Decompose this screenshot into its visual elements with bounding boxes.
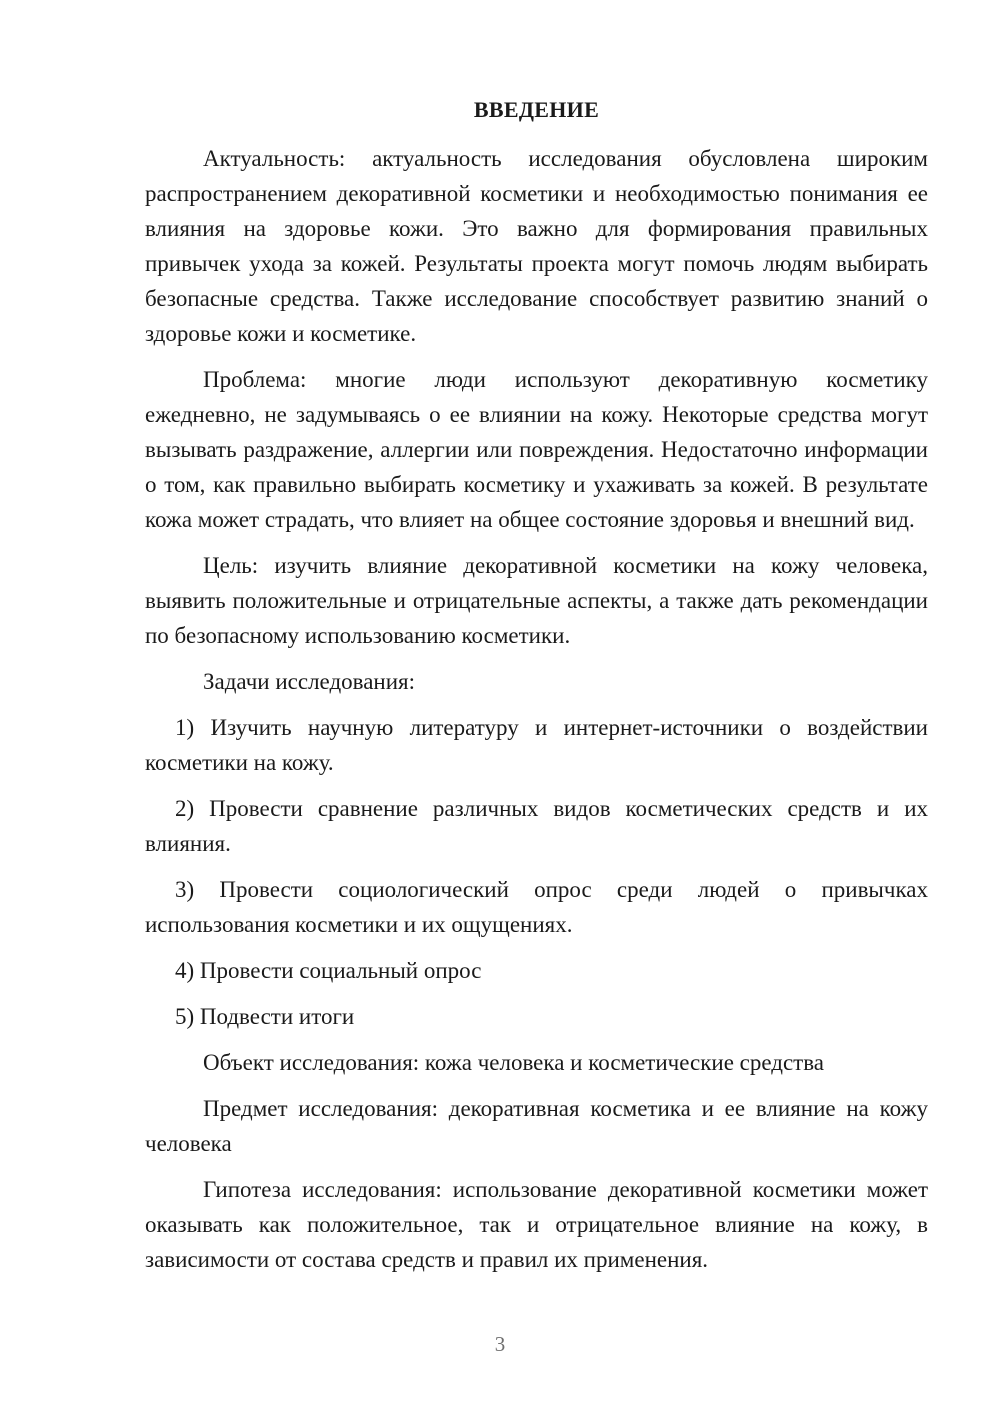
object-paragraph: Объект исследования: кожа человека и косметические средства (203, 1050, 824, 1075)
page-number: 3 (494, 1332, 506, 1356)
task-item: 4) Провести социальный опрос (175, 958, 482, 983)
task-item: 5) Подвести итоги (175, 1004, 355, 1029)
tasks-heading: Задачи исследования: (203, 669, 416, 694)
task-item: 2) Провести сравнение различных видов косметических средств и их влияния. (145, 796, 928, 856)
goal-paragraph: Цель: изучить влияние декоративной косметики на кожу человека, выявить положительные и отрицательные аспекты, а также дать рекомендации по безопасному использованию косметики. (145, 553, 928, 648)
section-title: ВВЕДЕНИЕ (473, 97, 600, 122)
problem-paragraph: Проблема: многие люди используют декоративную косметику ежедневно, не задумываясь о ее влиянии на кожу. Некоторые средства могут вызывать раздражение, аллергии или повреждения. Недостаточно информации о том, как правильно выбирать косметику и ухаживать за кожей. В результате кожа может страдать, что влияет на общее состояние здоровья и внешний вид. (145, 367, 928, 532)
subject-paragraph: Предмет исследования: декоративная косметика и ее влияние на кожу человека (145, 1096, 928, 1156)
task-item: 1) Изучить научную литературу и интернет-источники о воздействии косметики на кожу. (145, 715, 928, 775)
relevance-paragraph: Актуальность: актуальность исследования обусловлена широким распространением декоративной косметики и необходимостью понимания ее влияния на здоровье кожи. Это важно для формирования правильных привычек ухода за кожей. Результаты проекта могут помочь людям выбирать безопасные средства. Также исследование способствует развитию знаний о здоровье кожи и косметике. (145, 146, 928, 346)
task-item: 3) Провести социологический опрос среди людей о привычках использования косметики и их ощущениях. (145, 877, 928, 937)
document-page (145, 92, 928, 1277)
hypothesis-paragraph: Гипотеза исследования: использование декоративной косметики может оказывать как положительное, так и отрицательное влияние на кожу, в зависимости от состава средств и правил их применения. (145, 1177, 928, 1272)
